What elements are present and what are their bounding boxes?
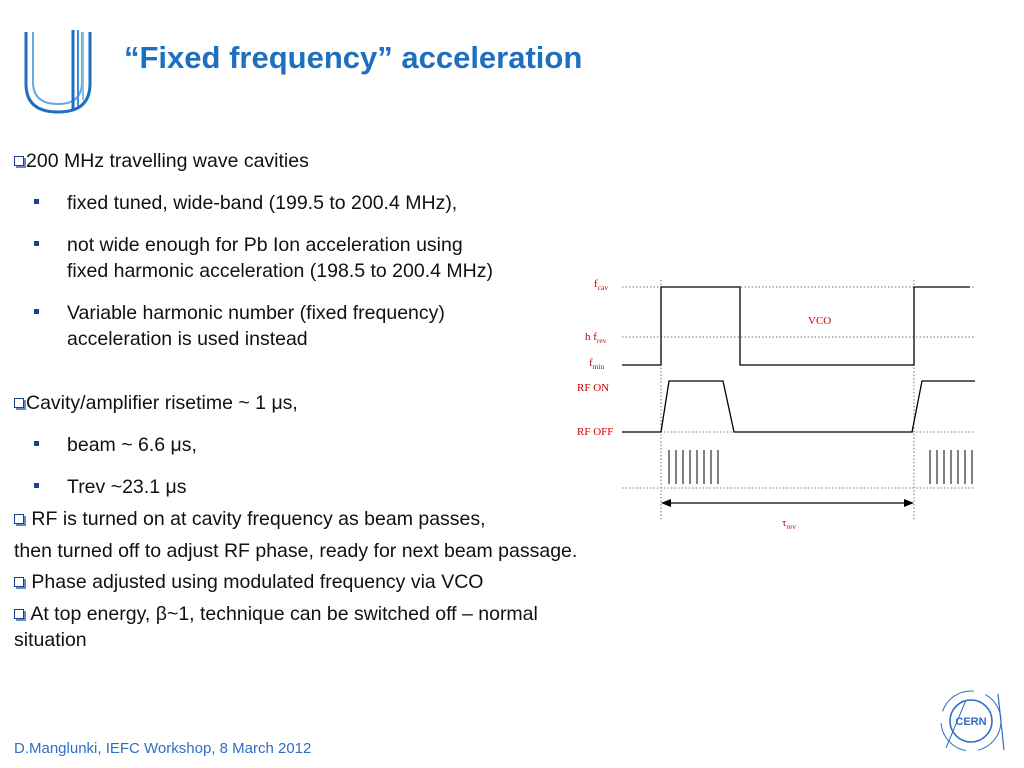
- checkbox-bullet-icon: [14, 156, 24, 166]
- square-bullet-icon: [34, 241, 39, 246]
- list-item: beam ~ 6.6 μs,: [67, 434, 197, 456]
- page-title: “Fixed frequency” acceleration: [124, 40, 583, 75]
- square-bullet-icon: [34, 483, 39, 488]
- hfrev-label: h $f_{rev}$: [585, 331, 607, 345]
- list-item: Trev ~23.1 μs: [67, 476, 187, 498]
- beam-pulses: [669, 450, 972, 484]
- list-item: Cavity/amplifier risetime ~ 1 μs,: [14, 390, 298, 416]
- list-item: At top energy, β~1, technique can be switched off – normal: [14, 601, 538, 627]
- rf-off-label: RF OFF: [577, 426, 614, 438]
- logo: [18, 26, 100, 118]
- fmin-label: $f_{min}$: [589, 357, 605, 371]
- checkbox-bullet-icon: [14, 514, 24, 524]
- list-item: not wide enough for Pb Ion acceleration using: [67, 234, 463, 256]
- square-bullet-icon: [34, 309, 39, 314]
- rf-waveform: [622, 381, 975, 432]
- svg-text:CERN: CERN: [955, 716, 987, 728]
- list-item-continuation: acceleration is used instead: [67, 328, 308, 350]
- list-item-continuation: fixed harmonic acceleration (198.5 to 200.4 MHz): [67, 260, 493, 282]
- trev-arrow: [661, 499, 914, 507]
- list-item: RF is turned on at cavity frequency as beam passes,: [14, 506, 486, 532]
- rf-on-label: RF ON: [577, 382, 610, 394]
- checkbox-bullet-icon: [14, 609, 24, 619]
- list-item: Phase adjusted using modulated frequency via VCO: [14, 569, 483, 595]
- checkbox-bullet-icon: [14, 577, 24, 587]
- square-bullet-icon: [34, 199, 39, 204]
- list-item-continuation: then turned off to adjust RF phase, ready for next beam passage.: [14, 540, 578, 562]
- trev-label: $\tau_{rev}$: [782, 517, 796, 531]
- checkbox-bullet-icon: [14, 398, 24, 408]
- list-item: fixed tuned, wide-band (199.5 to 200.4 MHz),: [67, 192, 458, 214]
- timing-diagram: [560, 270, 1000, 540]
- square-bullet-icon: [34, 441, 39, 446]
- list-item: Variable harmonic number (fixed frequency): [67, 302, 445, 324]
- list-item: 200 MHz travelling wave cavities: [14, 148, 309, 174]
- fcav-label: $f_{cav}$: [594, 278, 609, 292]
- cern-logo: [938, 686, 1008, 756]
- list-item-continuation: situation: [14, 629, 87, 651]
- vco-waveform: [622, 287, 970, 365]
- footer: D.Manglunki, IEFC Workshop, 8 March 2012: [14, 740, 312, 757]
- vco-label: VCO: [808, 315, 832, 327]
